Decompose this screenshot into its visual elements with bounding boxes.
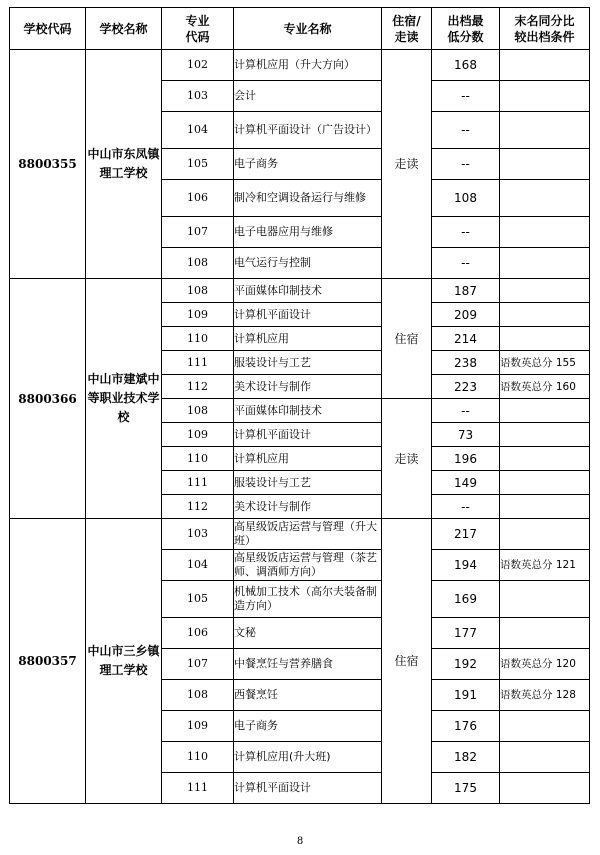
major-code-cell: 105 <box>162 581 234 618</box>
major-name-cell: 美术设计与制作 <box>234 375 382 399</box>
major-code-cell: 108 <box>162 399 234 423</box>
major-code-cell: 107 <box>162 217 234 248</box>
min-score-cell: 194 <box>432 550 500 581</box>
min-score-cell: 175 <box>432 773 500 804</box>
min-score-cell: 192 <box>432 649 500 680</box>
major-name-cell: 美术设计与制作 <box>234 495 382 519</box>
major-code-cell: 102 <box>162 50 234 81</box>
min-score-cell: 238 <box>432 351 500 375</box>
major-name-cell: 高星级饭店运营与管理（升大班） <box>234 519 382 550</box>
table-row <box>10 50 590 81</box>
tie-condition-cell <box>500 471 590 495</box>
major-name-cell: 电子电器应用与维修 <box>234 217 382 248</box>
header-tie-condition: 末名同分比 较出档条件 <box>500 8 590 50</box>
page-number: 8 <box>296 836 304 847</box>
school-name-cell: 中山市东凤镇理工学校 <box>86 50 162 279</box>
major-name-cell: 电子商务 <box>234 149 382 180</box>
major-name-cell: 西餐烹饪 <box>234 680 382 711</box>
major-code-cell: 103 <box>162 519 234 550</box>
tie-condition-cell <box>500 399 590 423</box>
min-score-cell: 209 <box>432 303 500 327</box>
header-boarding: 住宿/ 走读 <box>382 8 432 50</box>
major-code-cell: 108 <box>162 248 234 279</box>
major-name-cell: 计算机平面设计 <box>234 303 382 327</box>
min-score-cell: 187 <box>432 279 500 303</box>
min-score-cell: -- <box>432 217 500 248</box>
major-code-cell: 112 <box>162 495 234 519</box>
tie-condition-cell <box>500 447 590 471</box>
major-name-cell: 平面媒体印制技术 <box>234 399 382 423</box>
major-code-cell: 104 <box>162 112 234 149</box>
min-score-cell: 108 <box>432 180 500 217</box>
major-code-cell: 106 <box>162 180 234 217</box>
major-code-cell: 109 <box>162 711 234 742</box>
major-code-cell: 111 <box>162 351 234 375</box>
tie-condition-cell <box>500 742 590 773</box>
min-score-cell: 214 <box>432 327 500 351</box>
min-score-cell: 73 <box>432 423 500 447</box>
min-score-cell: -- <box>432 149 500 180</box>
school-code-cell: 8800357 <box>10 519 86 804</box>
major-name-cell: 高星级饭店运营与管理（茶艺师、调酒师方向） <box>234 550 382 581</box>
tie-condition-cell <box>500 217 590 248</box>
major-name-cell: 机械加工技术（高尔夫装备制造方向） <box>234 581 382 618</box>
boarding-cell: 住宿 <box>382 519 432 804</box>
major-name-cell: 制冷和空调设备运行与维修 <box>234 180 382 217</box>
major-name-cell: 电气运行与控制 <box>234 248 382 279</box>
tie-condition-cell <box>500 149 590 180</box>
min-score-cell: 191 <box>432 680 500 711</box>
table-row <box>10 279 590 303</box>
tie-condition-cell: 语数英总分 128 <box>500 680 590 711</box>
tie-condition-cell: 语数英总分 120 <box>500 649 590 680</box>
major-name-cell: 计算机平面设计 <box>234 423 382 447</box>
min-score-cell: -- <box>432 112 500 149</box>
major-name-cell: 计算机应用 <box>234 447 382 471</box>
tie-condition-cell <box>500 423 590 447</box>
major-name-cell: 电子商务 <box>234 711 382 742</box>
header-major-name: 专业名称 <box>234 8 382 50</box>
tie-condition-cell <box>500 279 590 303</box>
major-code-cell: 109 <box>162 423 234 447</box>
tie-condition-cell <box>500 81 590 112</box>
tie-condition-cell <box>500 180 590 217</box>
tie-condition-cell <box>500 618 590 649</box>
table-body <box>10 50 590 804</box>
min-score-cell: -- <box>432 81 500 112</box>
major-name-cell: 计算机平面设计（广告设计） <box>234 112 382 149</box>
major-name-cell: 平面媒体印制技术 <box>234 279 382 303</box>
major-name-cell: 中餐烹饪与营养膳食 <box>234 649 382 680</box>
header-row <box>10 8 590 50</box>
min-score-cell: 169 <box>432 581 500 618</box>
major-code-cell: 103 <box>162 81 234 112</box>
header-school-code: 学校代码 <box>10 8 86 50</box>
boarding-cell: 走读 <box>382 399 432 519</box>
major-code-cell: 110 <box>162 742 234 773</box>
header-min-score: 出档最 低分数 <box>432 8 500 50</box>
min-score-cell: 176 <box>432 711 500 742</box>
tie-condition-cell <box>500 519 590 550</box>
min-score-cell: 168 <box>432 50 500 81</box>
major-name-cell: 计算机平面设计 <box>234 773 382 804</box>
tie-condition-cell <box>500 112 590 149</box>
tie-condition-cell <box>500 495 590 519</box>
tie-condition-cell: 语数英总分 160 <box>500 375 590 399</box>
min-score-cell: 149 <box>432 471 500 495</box>
min-score-cell: -- <box>432 495 500 519</box>
admission-table <box>9 7 590 804</box>
min-score-cell: 196 <box>432 447 500 471</box>
tie-condition-cell <box>500 50 590 81</box>
school-name-cell: 中山市三乡镇理工学校 <box>86 519 162 804</box>
major-code-cell: 108 <box>162 680 234 711</box>
major-name-cell: 会计 <box>234 81 382 112</box>
boarding-cell: 走读 <box>382 50 432 279</box>
tie-condition-cell <box>500 773 590 804</box>
major-name-cell: 服装设计与工艺 <box>234 351 382 375</box>
header-major-code: 专业 代码 <box>162 8 234 50</box>
tie-condition-cell: 语数英总分 155 <box>500 351 590 375</box>
major-code-cell: 109 <box>162 303 234 327</box>
major-code-cell: 112 <box>162 375 234 399</box>
major-name-cell: 计算机应用 <box>234 327 382 351</box>
major-name-cell: 计算机应用(升大班) <box>234 742 382 773</box>
tie-condition-cell: 语数英总分 121 <box>500 550 590 581</box>
major-code-cell: 105 <box>162 149 234 180</box>
min-score-cell: 182 <box>432 742 500 773</box>
min-score-cell: 177 <box>432 618 500 649</box>
major-code-cell: 104 <box>162 550 234 581</box>
tie-condition-cell <box>500 327 590 351</box>
tie-condition-cell <box>500 248 590 279</box>
major-name-cell: 计算机应用（升大方向） <box>234 50 382 81</box>
major-code-cell: 106 <box>162 618 234 649</box>
school-code-cell: 8800355 <box>10 50 86 279</box>
tie-condition-cell <box>500 711 590 742</box>
tie-condition-cell <box>500 303 590 327</box>
boarding-cell: 住宿 <box>382 279 432 399</box>
major-code-cell: 107 <box>162 649 234 680</box>
min-score-cell: -- <box>432 399 500 423</box>
min-score-cell: -- <box>432 248 500 279</box>
tie-condition-cell <box>500 581 590 618</box>
header-school-name: 学校名称 <box>86 8 162 50</box>
min-score-cell: 217 <box>432 519 500 550</box>
major-name-cell: 服装设计与工艺 <box>234 471 382 495</box>
major-code-cell: 111 <box>162 471 234 495</box>
major-code-cell: 110 <box>162 447 234 471</box>
school-name-cell: 中山市建斌中等职业技术学校 <box>86 279 162 519</box>
major-name-cell: 文秘 <box>234 618 382 649</box>
school-code-cell: 8800366 <box>10 279 86 519</box>
min-score-cell: 223 <box>432 375 500 399</box>
major-code-cell: 110 <box>162 327 234 351</box>
major-code-cell: 108 <box>162 279 234 303</box>
major-code-cell: 111 <box>162 773 234 804</box>
table-row <box>10 519 590 550</box>
